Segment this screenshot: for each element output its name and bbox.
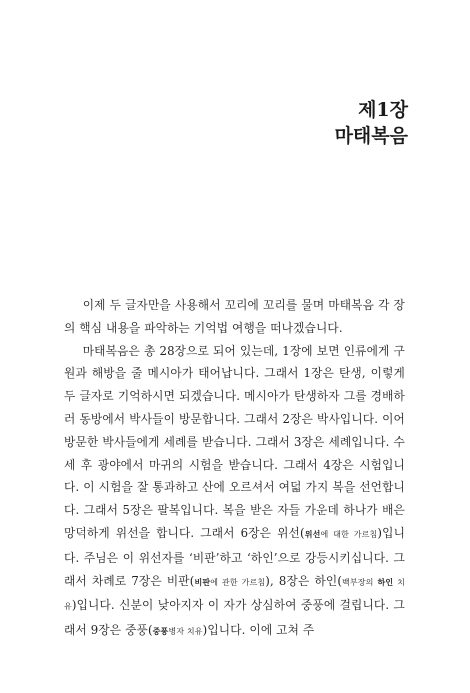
annotation-small: 치유 bbox=[64, 577, 405, 612]
chapter-title: 마태복음 bbox=[334, 125, 408, 147]
text-run: )입니다. 이에 고쳐 주 bbox=[202, 623, 315, 638]
annotation-small: 백부장의 bbox=[342, 577, 378, 587]
text-run: )입니다. 주님은 이 위선자를 ‘비판’하고 ‘하인’으로 강등시키십니다. 그래서 차례로 7장은 비판( bbox=[64, 525, 406, 588]
annotation-bold: 위선 bbox=[304, 528, 321, 539]
annotation-bold: 하인 bbox=[377, 576, 394, 587]
text-run: )입니다. 신분이 낮아지자 이 자가 상심하여 중풍에 걸립니다. 그래서 9장은 중풍( bbox=[64, 598, 405, 638]
paragraph-intro: 이제 두 글자만을 사용해서 꼬리에 꼬리를 물며 마태복음 각 장의 핵심 내용을 파악하는 기억법 여행을 떠나겠습니다. bbox=[64, 298, 405, 335]
annotation-small: 에 대한 가르침 bbox=[320, 529, 378, 539]
text-run: ), 8장은 하인( bbox=[265, 573, 343, 588]
chapter-heading bbox=[335, 98, 408, 150]
annotation-small: 에 관한 가르침 bbox=[210, 577, 266, 587]
text-run: 마태복음은 총 28장으로 되어 있는데, 1장에 보면 인류에게 구원과 해방을 줄 메시아가 태어납니다. 그래서 1장은 탄생, 이렇게 두 글자로 기억하시면 되겠습니다. 메시아가 탄생하자 그를 경배하러 동방에서 박사들이 방문합니다. 그래서 2장은 박사입니다. 이어 방문한 박사들에게 세례를 받습니다. 그래서 3장은 세례입니다. 수세 후 광야에서 마귀의 시험을 받습니다. 그래서 4장은 시험입니다. 이 시험을 잘 통과하고 산에 오르셔서 여덟 가지 복을 선언합니다. 그래서 5장은 팔복입니다. 복을 받은 자들 가운데 하나가 배은망덕하게 위선을 합니다. 그래서 6장은 위선( bbox=[64, 343, 405, 540]
annotation-bold: 중풍 bbox=[152, 626, 169, 637]
paragraph-chapters bbox=[64, 340, 405, 644]
chapter-number: 제1장 bbox=[358, 99, 408, 121]
annotation-small: 병자 치유 bbox=[168, 627, 203, 637]
body-text bbox=[64, 294, 405, 644]
annotation-bold: 비판 bbox=[194, 576, 211, 587]
